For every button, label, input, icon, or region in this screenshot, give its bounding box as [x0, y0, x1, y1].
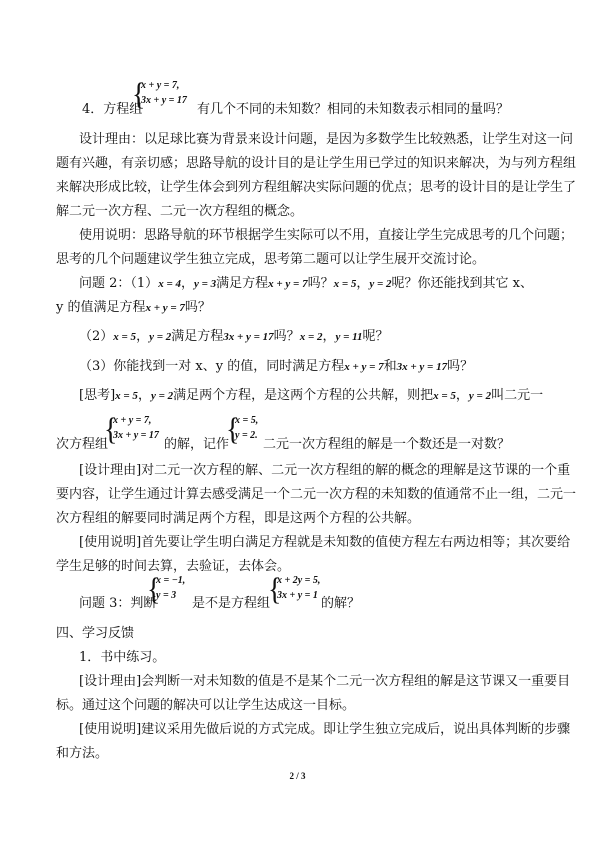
paragraph-line: [使用说明]首先要让学生明白满足方程就是未知数的值使方程左右两边相等；其次要给 [79, 535, 571, 550]
system-row: x = −1, [156, 575, 186, 586]
system-row: x + y = 7, [113, 415, 152, 426]
system-row: x = 5, [235, 415, 259, 426]
math-expr: y = 2 [369, 278, 392, 290]
problem-2-line-1: 问题 2：（1）x = 4，y = 3满足方程x + y = 7吗？x = 5，y = 2呢？你还能找到其它 x、 [79, 276, 534, 291]
paragraph-line: 题有兴趣，有亲切感；思路导航的设计目的是让学生用已学过的知识来解决，为与列方程组 [56, 156, 577, 171]
paragraph-line: [设计理由]会判断一对未知数的值是不是某个二元一次方程组的解是这节课又一重要目 [79, 674, 571, 689]
think-line-2-a: 次方程组 [56, 437, 109, 452]
problem-3-middle: 是不是方程组 [192, 596, 271, 611]
paragraph-line: 标。通过这个问题的解决可以让学生达成这一目标。 [56, 698, 356, 713]
problem-2-part-3: （3）你能找到一对 x、y 的值，同时满足方程x + y = 7和3x + y = 17吗？ [79, 359, 474, 374]
think-line-2-c: 二元一次方程组的解是一个数还是一对数？ [263, 437, 511, 452]
brace-icon: { [268, 571, 282, 608]
math-expr: x = 5 [113, 331, 137, 343]
system-row: 3x + y = 17 [141, 95, 187, 106]
problem-3-prefix: 问题 3：判断 [79, 596, 157, 611]
math-expr: y = 11 [335, 331, 363, 343]
math-expr: x = 5 [333, 278, 357, 290]
question-4-prefix: 4．方程组 [82, 102, 143, 117]
paragraph-line: 使用说明：思路导航的环节根据学生实际可以不用，直接让学生完成思考的几个问题； [79, 228, 574, 243]
system-row: x + y = 7, [141, 80, 180, 91]
paragraph-line: 要内容，让学生通过计算去感受满足一个二元一次方程的未知数的值通常不止一组，二元一 [56, 487, 577, 502]
math-expr: 3x + y = 17 [396, 361, 448, 373]
brace-icon: { [132, 76, 146, 113]
brace-icon: { [147, 571, 161, 608]
math-expr: x = 4 [158, 278, 181, 290]
paragraph-line: 思考的几个问题建议学生独立完成，思考第二题可以让学生展开交流讨论。 [56, 252, 486, 267]
math-expr: x = 2 [299, 331, 323, 343]
math-expr: y = 2 [149, 331, 172, 343]
page-number: 2 / 3 [289, 771, 306, 781]
paragraph-line: 来解决形成比较，让学生体会到列方程组解决实际问题的优点；思考的设计目的是让学生了 [56, 180, 577, 195]
system-row: y = 3 [156, 590, 177, 601]
question-4-suffix: 有几个不同的未知数？相同的未知数表示相同的量吗？ [197, 102, 510, 117]
section-heading: 四、学习反馈 [56, 626, 135, 641]
problem-2-part-2: （2）x = 5，y = 2满足方程3x + y = 17吗？x = 2，y = 11呢？ [79, 329, 389, 344]
paragraph-line: 和方法。 [56, 746, 109, 761]
paragraph-line: [设计理由]对二元一次方程的解、二元一次方程组的解的概念的理解是这节课的一个重 [79, 463, 571, 478]
brace-icon: { [104, 411, 118, 448]
problem-3-suffix: 的解？ [321, 596, 361, 611]
math-expr: x + y = 7 [145, 302, 185, 314]
problem-2-line-2: y 的值满足方程x + y = 7吗？ [56, 300, 211, 315]
paragraph-line: [使用说明]建议采用先做后说的方式完成。即让学生独立完成后，说出具体判断的步骤 [79, 722, 571, 737]
system-row: x + 2y = 5, [277, 575, 321, 586]
math-expr: y = 3 [193, 278, 217, 290]
paragraph-line: 解二元一次方程、二元一次方程组的概念。 [56, 204, 304, 219]
math-expr: y = 2 [468, 390, 492, 402]
math-expr: x = 5 [115, 390, 138, 402]
math-expr: x + y = 7 [268, 278, 308, 290]
exercise-item: 1．书中练习。 [79, 650, 166, 665]
paragraph-line: 学生足够的时间去算，去验证，去体会。 [56, 559, 291, 574]
math-expr: x + y = 7 [344, 361, 384, 373]
system-row: 3x + y = 17 [113, 430, 159, 441]
paragraph-line: 设计理由：以足球比赛为背景来设计问题，是因为多数学生比较熟悉，让学生对这一问 [79, 132, 574, 147]
think-line-2-b: 的解，记作 [164, 437, 230, 452]
think-line-1: [思考]x = 5，y = 2满足两个方程，是这两个方程的公共解，则把x = 5，y = 2叫二元一 [79, 388, 544, 403]
math-expr: x = 5 [433, 390, 456, 402]
system-row: 3x + y = 1 [277, 590, 318, 601]
system-row: y = 2. [235, 430, 258, 441]
math-expr: y = 2 [150, 390, 174, 402]
math-expr: 3x + y = 17 [223, 331, 274, 343]
brace-icon: { [226, 411, 240, 448]
paragraph-line: 次方程组的解要同时满足两个方程，即是这两个方程的公共解。 [56, 511, 421, 526]
